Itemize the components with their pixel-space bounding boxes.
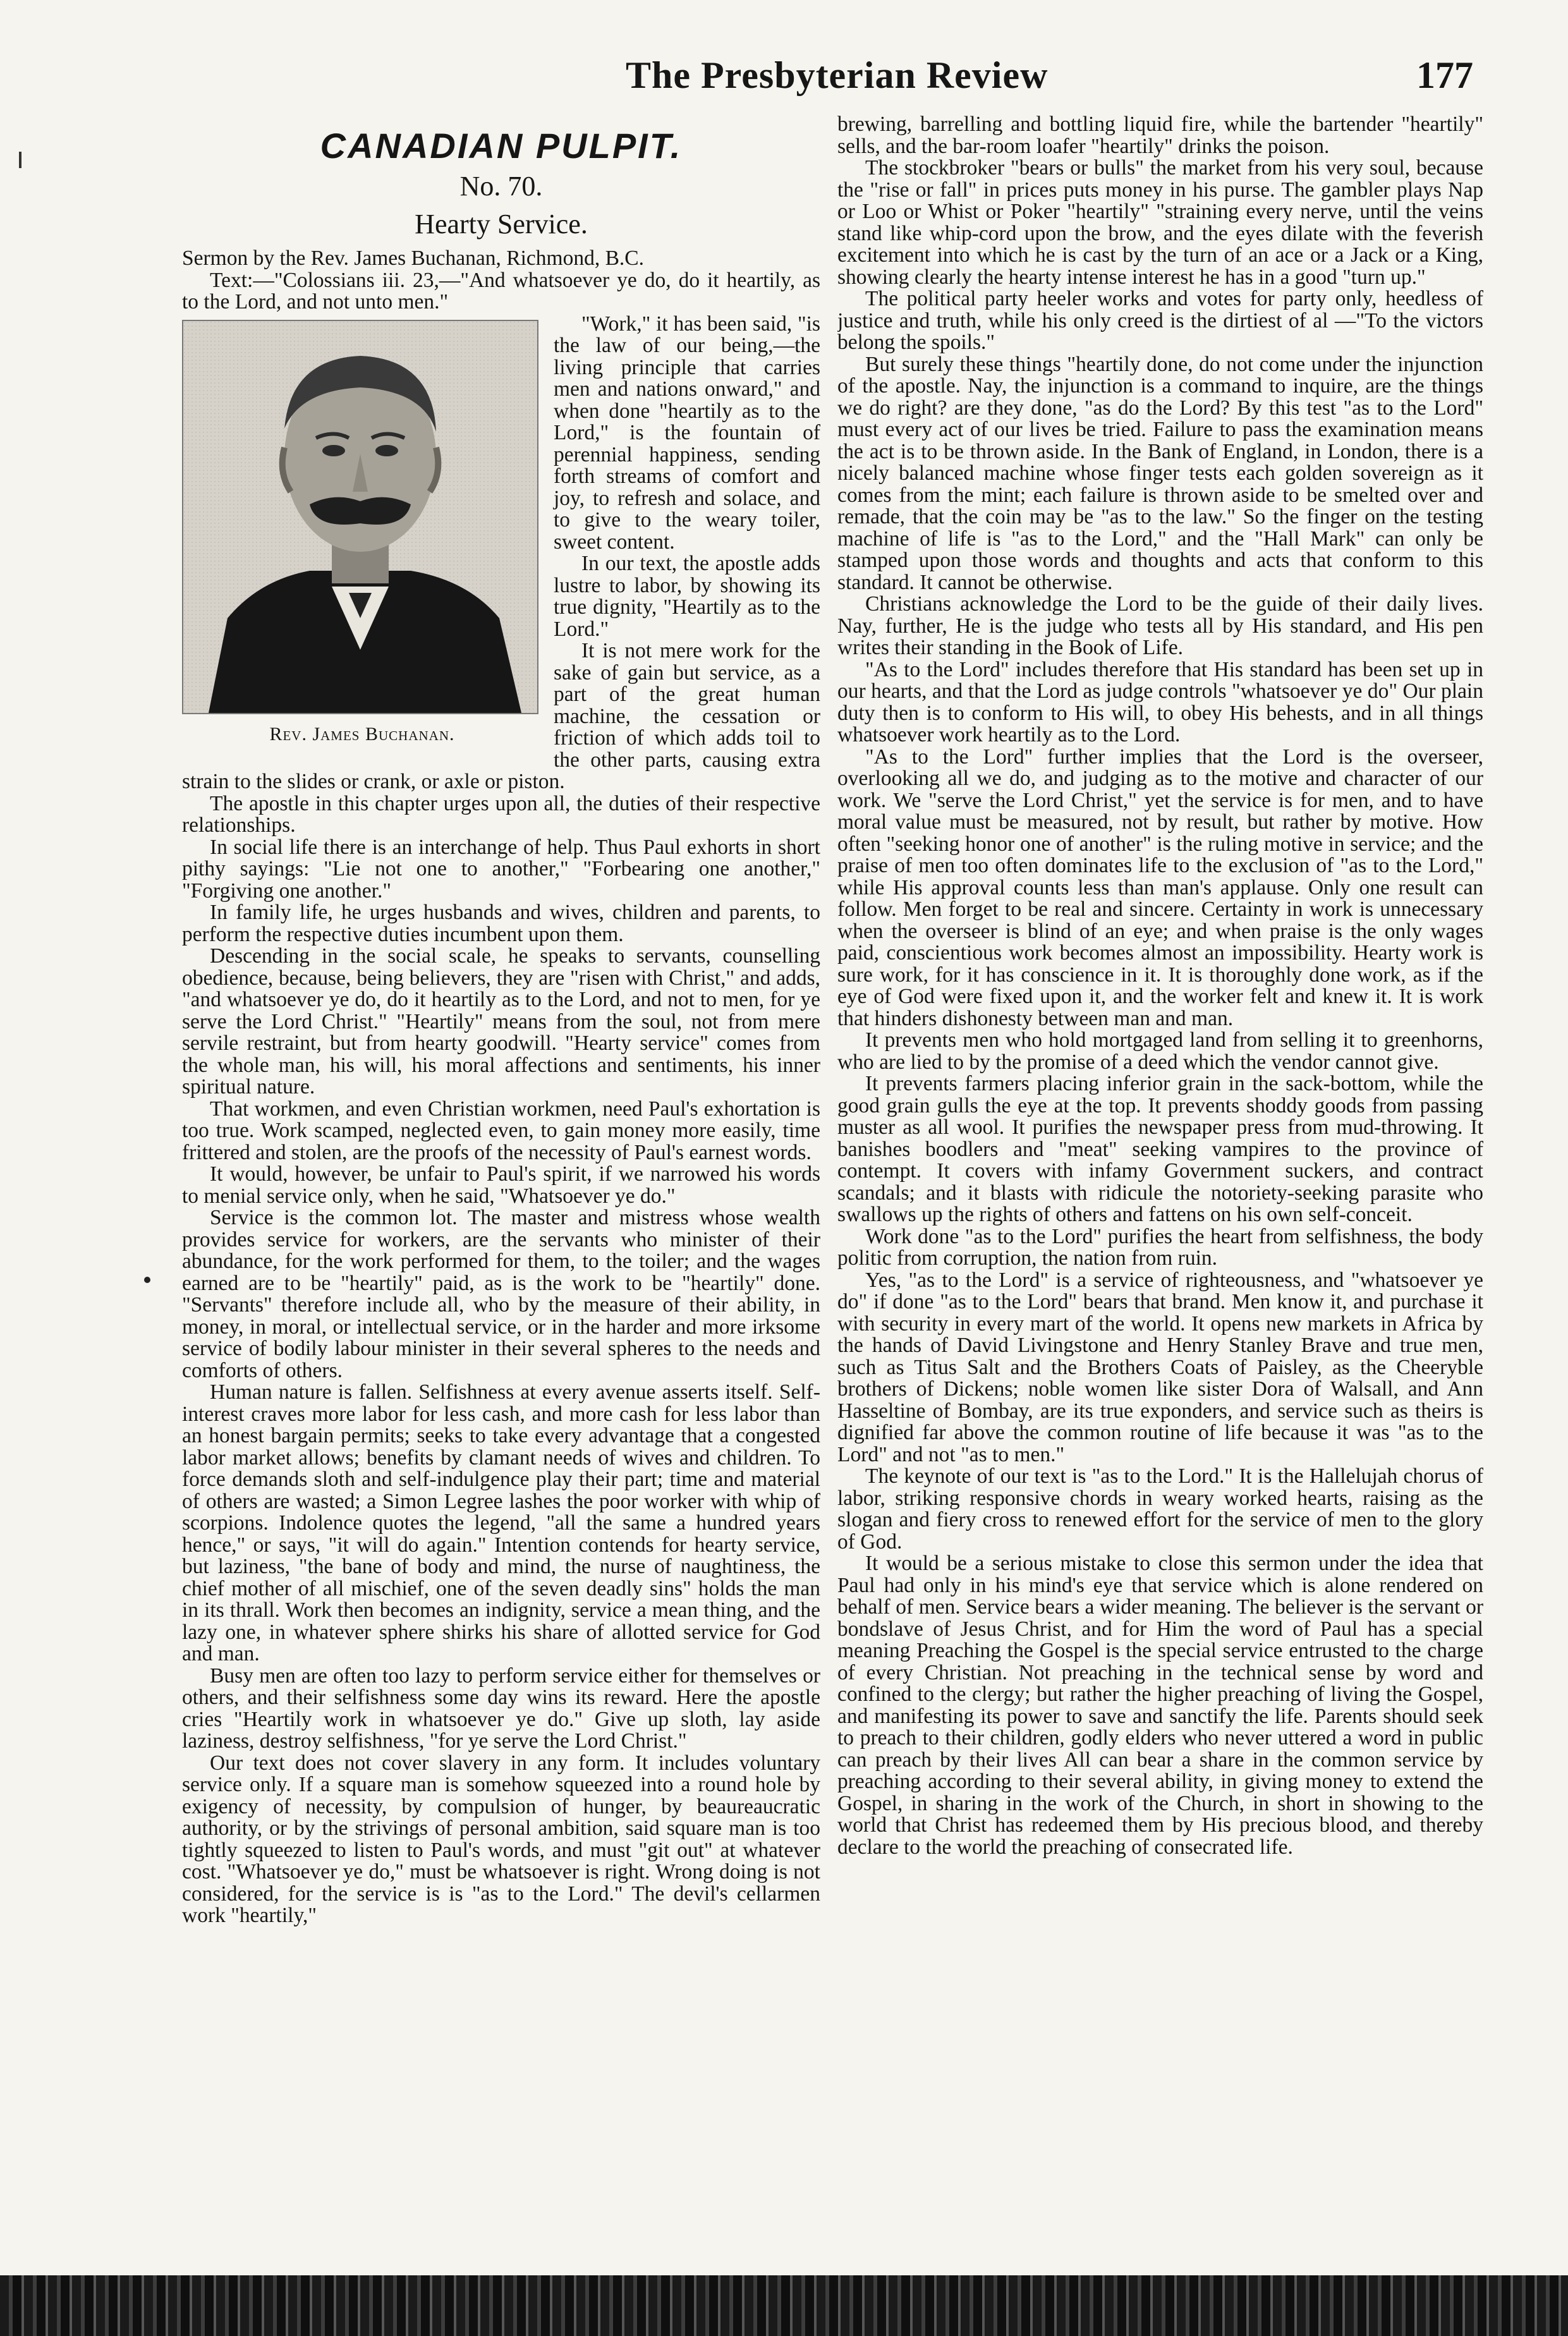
page-number: 177	[1416, 54, 1473, 96]
right-paragraph: But surely these things "heartily done, do not come under the injunction of the apostle. Nay, the injunction is a command to inquire, are the things we do right? are they done, "as do the Lord? By this test "as to the Lord" must every act of our lives be tried. Failure to pass the examination means the act is to be thrown aside. In the Bank of England, in London, there is a nicely balanced machine whose finger tests each golden sovereign as it comes from the mint; each failure is thrown aside to be smelted over and remade, that the coin may be "as to the law." So the finger on the testing machine of life is "as to the Lord," and the "Hall Mark" can only be stamped upon those words and thoughts and acts that conform to this standard. It cannot be otherwise.	[837, 352, 1483, 594]
right-paragraph: Work done "as to the Lord" purifies the heart from selfishness, the body politic from corruption, the nation from ruin.	[837, 1224, 1483, 1270]
article-title: Hearty Service.	[415, 209, 588, 240]
left-paragraph: Busy men are often too lazy to perform service either for themselves or others, and their selfishness some day wins its reward. Here the apostle cries "Heartily work in whatsoever ye do." Give up sloth, lay aside laziness, destroy selfishness, "for ye serve the Lord Christ."	[182, 1664, 820, 1753]
left-paragraph: In family life, he urges husbands and wives, children and parents, to perform the respective duties incumbent upon them.	[182, 901, 820, 946]
article-text-line: Text:—"Colossians iii. 23,—"And whatsoever ye do, do it heartily, as to the Lord, and not unto men."	[182, 268, 820, 313]
right-paragraph: The keynote of our text is "as to the Lord." It is the Hallelujah chorus of labor, striking responsive chords in weary worked hearts, raising as the slogan and fiery cross to renewed effort for the service of men to the glory of God.	[837, 1464, 1483, 1554]
portrait-illustration	[183, 321, 537, 713]
left-paragraph: In our text, the apostle adds lustre to labor, by showing its true dignity, "Heartily as to the Lord."	[554, 552, 820, 641]
left-column	[182, 114, 820, 2212]
left-paragraph: That workmen, and even Christian workmen, need Paul's exhortation is too true. Work scamped, neglected even, to gain money more easily, time frittered and stolen, are the proofs of the necessity of Paul's earnest words.	[182, 1097, 820, 1164]
right-paragraph: It would be a serious mistake to close this sermon under the idea that Paul had only in his mind's eye that service which is alone rendered on behalf of men. Service bears a wider meaning. The believer is the servant or bondslave of Jesus Christ, and for Him the word of Paul has a special meaning Preaching the Gospel is the special service entrusted to the charge of every Christian. Not preaching in the technical sense by word and confined to the clergy; but rather the higher preaching of living the Gospel, and manifesting its power to save and sanctify the life. Parents should seek to preach to their children, godly elders who never uttered a word in public can preach by their lives All can bear a share in the common service by preaching according to their several ability, in giving money to extend the Gospel, in sharing in the work of the Church, in short in showing to the world that Christ has redeemed them by His precious blood, and thereby declare to the world the preaching of consecrated life.	[837, 1552, 1483, 1859]
left-paragraph: Human nature is fallen. Selfishness at every avenue asserts itself. Self-interest craves more labor for less cash, and more cash for less labor than an honest bargain permits; seeks to take every advantage that a congested labor market allows; benefits by clamant needs of wives and children. To force demands sloth and self-indulgence play their part; time and material of others are wasted; a Simon Legree lashes the poor worker with whip of scorpions. Indolence quotes the legend, "all the same a hundred years hence," or says, "it will do again." Intention contends for hearty service, but laziness, "the bane of body and mind, the nurse of naughtiness, the chief mother of all mischief, one of the seven deadly sins" holds the man in its thrall. Work then becomes an indignity, service a mean thing, and the lazy one, in whatever sphere shirks his share of allotted service for God and man.	[182, 1380, 820, 1665]
left-paragraph: In social life there is an interchange of help. Thus Paul exhorts in short pithy sayings: "Lie not one to another," "Forbearing one another," "Forgiving one another."	[182, 835, 820, 903]
left-paragraph: Our text does not cover slavery in any form. It includes voluntary service only. If a square man is somehow squeezed into a round hole by exigency of necessity, by compulsion of hunger, by beaureaucratic authority, or by the strivings of personal ambition, said square man is too tightly squeezed to listen to Paul's words, and must "git out" at whatever cost. "Whatsoever ye do," must be whatsoever is right. Wrong doing is not considered, for the service is is "as to the Lord." The devil's cellarmen work "heartily,"	[182, 1751, 820, 1927]
right-paragraph: The stockbroker "bears or bulls" the market from his very soul, because the "rise or fall" in prices puts money in his purse. The gambler plays Nap or Loo or Whist or Poker "heartily" "straining every nerve, until the veins stand like whip-cord upon the brow, and the eyes dilate with the feverish excitement into which he is cast by the turn of an ace or a Jack or a King, showing clearly the hearty intense interest he has in a good "turn up."	[837, 156, 1483, 289]
right-paragraph: brewing, barrelling and bottling liquid fire, while the bartender "heartily" sells, and the bar-room loafer "heartily" drinks the poison.	[837, 114, 1483, 158]
running-head	[626, 54, 1473, 98]
right-paragraph: "As to the Lord" includes therefore that His standard has been set up in our hearts, and that the Lord as judge controls "whatsoever ye do" Our plain duty then is to conform to His will, to obey His behests, and in all things whatsoever work heartily as to the Lord.	[837, 657, 1483, 746]
article-byline: Sermon by the Rev. James Buchanan, Richmond, B.C.	[182, 246, 645, 270]
margin-mark	[19, 152, 21, 168]
left-paragraph: Descending in the social scale, he speaks to servants, counselling obedience, because, being believers, they are "risen with Christ," and adds, "and whatsoever ye do, do it heartily as to the Lord, and not to men, for ye serve the Lord Christ." "Heartily" means from the soul, not from mere servile restraint, but from hearty goodwill. "Hearty service" comes from the whole man, his will, his moral affections and sentiments, his inner spiritual nature.	[182, 944, 820, 1098]
right-paragraph: "As to the Lord" further implies that the Lord is the overseer, overlooking all we do, and judging as to the motive and character of our work. We "serve the Lord Christ," yet the service is for men, and to have moral value must be measured, not by result, but rather by motive. How often "seeking honor one of another" is the ruling motive in service; and the praise of men too often dominates life to the exclusion of "as to the Lord," while His approval counts less than man's applause. Only one result can follow. Men forget to be real and sincere. Certainty in work is unnecessary when the overseer is blind of an eye; and when praise is the only wages paid, conscientious work becomes almost an impossibility. Hearty work is sure work, for it has conscience in it. It is thoroughly done work, as if the eye of God were fixed upon it, and the worker felt and knew it. It is work that hinders dishonesty between man and man.	[837, 745, 1483, 1030]
scan-edge-strip	[0, 2275, 1568, 2336]
portrait-image	[182, 320, 538, 714]
portrait-figure	[182, 320, 542, 747]
margin-dot	[144, 1277, 150, 1283]
right-paragraph: It prevents men who hold mortgaged land from selling it to greenhorns, who are lied to by the promise of a deed which the vendor cannot give.	[837, 1028, 1483, 1074]
article-number: No. 70.	[459, 171, 543, 202]
journal-title: The Presbyterian Review	[626, 54, 1048, 96]
left-paragraph: "Work," it has been said, "is the law of our being,—the living principle that carries men and nations onward," and when done "heartily as to the Lord," is the fountain of perennial happiness, sending forth streams of comfort and joy, to refresh and solace, and to give to the weary toiler, sweet content.	[554, 312, 820, 554]
right-paragraph: The political party heeler works and votes for party only, heedless of justice and truth, while his only creed is the dirtiest of al —"To the victors belong the spoils."	[837, 287, 1483, 354]
right-body	[837, 114, 1483, 1858]
portrait-caption: Rev. James Buchanan.	[269, 723, 455, 745]
right-paragraph: It prevents farmers placing inferior grain in the sack-bottom, while the good grain gulls the eye at the top. It prevents shoddy goods from passing muster as all wool. It purifies the newspaper press from mud-throwing. It banishes boodlers and "meat" seeking vampires to the province of contempt. It covers with infamy Government suckers, and contract scandals; and it blasts with ridicule the notoriety-seeking parasite who swallows up the rights of others and fattens on his own self-conceit.	[837, 1072, 1483, 1226]
left-paragraph: It would, however, be unfair to Paul's spirit, if we narrowed his words to menial service only, when he said, "Whatsoever ye do."	[182, 1162, 820, 1208]
left-paragraph: The apostle in this chapter urges upon all, the duties of their respective relationships.	[182, 791, 820, 837]
right-paragraph: Yes, "as to the Lord" is a service of righteousness, and "whatsoever ye do" if done "as to the Lord" bears that brand. Men know it, and purchase it with security in every mart of the world. It opens new markets in Africa by the hands of David Livingstone and Henry Stanley Brave and true men, such as Titus Salt and the Brothers Coats of Paisley, as the Cheeryble brothers of Dickens; noble women like sister Dora of Walsall, and Ann Hasseltine of Bombay, are its true exponders, and service such as theirs is dignified far above the common routine of life because it was "as to the Lord" and not "as to men."	[837, 1268, 1483, 1466]
right-paragraph: Christians acknowledge the Lord to be the guide of their daily lives. Nay, further, He is the judge who tests all by His standard, and His pen writes their standing in the Book of Life.	[837, 592, 1483, 659]
right-column	[837, 114, 1483, 2212]
left-paragraph: Service is the common lot. The master and mistress whose wealth provides service for workers, are the servants who minister of their abundance, for the work performed for them, to the toiler; and the wages earned are to be "heartily" paid, as is the work to be "heartily" done. "Servants" therefore include all, who by the measure of their ability, in money, in moral, or intellectual service, or in the harder and more irksome service of bodily labour minister in their several spheres to the needs and comforts of others.	[182, 1206, 820, 1382]
left-paragraph: It is not mere work for the sake of gain but service, as a part of the great human machine, the cessation or friction of which adds toil to the other parts, causing extra strain to the slides or crank, or axle or piston.	[182, 639, 820, 793]
section-heading: CANADIAN PULPIT.	[320, 126, 683, 166]
